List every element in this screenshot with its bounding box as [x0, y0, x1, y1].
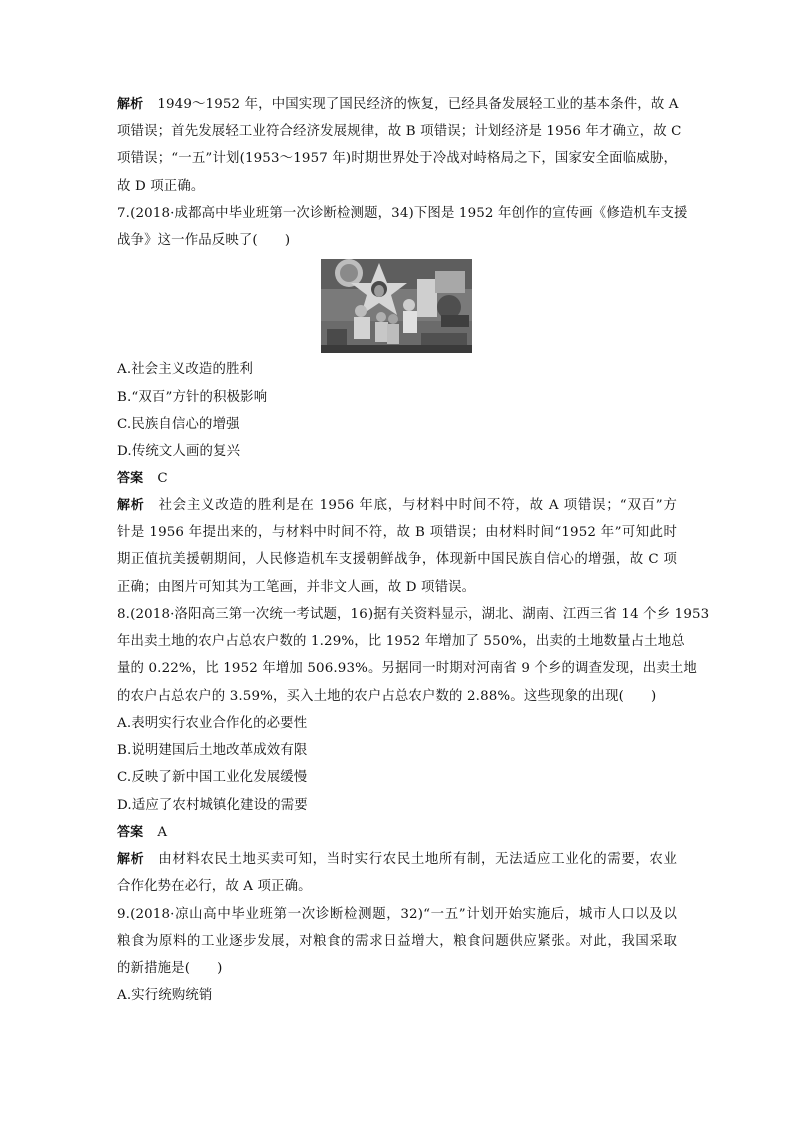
q8-option-d: D.适应了农村城镇化建设的需要 [117, 798, 308, 813]
answer-value: C [157, 471, 168, 486]
q9-option-a: A.实行统购统销 [117, 988, 213, 1003]
q8-analysis-line-2: 合作化势在必行，故 A 项正确。 [117, 879, 312, 894]
q6-analysis-line-1: 解析 1949～1952 年，中国实现了国民经济的恢复，已经具备发展轻工业的基本条件，故 A [117, 97, 679, 112]
q9-stem-line-1: 9.(2018·凉山高中毕业班第一次诊断检测题，32)“一五”计划开始实施后，城市人口以及以 [117, 907, 677, 922]
q7-analysis-line-2: 针是 1956 年提出来的，与材料中时间不符，故 B 项错误；由材料时间“1952 年”可知此时 [117, 525, 677, 540]
q7-analysis-line-3: 期正值抗美援朝期间，人民修造机车支援朝鲜战争，体现新中国民族自信心的增强，故 C 项 [117, 552, 677, 567]
q8-option-b: B.说明建国后土地改革成效有限 [117, 743, 308, 758]
q7-option-d: D.传统文人画的复兴 [117, 444, 241, 459]
q8-option-a: A.表明实行农业合作化的必要性 [117, 716, 308, 731]
analysis-label: 解析 [117, 498, 145, 513]
q8-stem-line-1: 8.(2018·洛阳高三第一次统一考试题，16)据有关资料显示，湖北、湖南、江西三省 14 个乡 1953 [117, 607, 710, 622]
q8-stem-line-2: 年出卖土地的农户占总农户数的 1.29%，比 1952 年增加了 550%，出卖的土地数量占土地总 [117, 634, 685, 649]
q8-analysis-line-1: 解析 由材料农民土地买卖可知，当时实行农民土地所有制，无法适应工业化的需要，农业 [117, 852, 677, 867]
q7-stem-line-2: 战争》这一作品反映了( ) [117, 233, 291, 248]
q7-analysis-line-4: 正确；由图片可知其为工笔画，并非文人画，故 D 项错误。 [117, 580, 476, 595]
answer-value: A [157, 825, 168, 840]
q6-analysis-line-2: 项错误；首先发展轻工业符合经济发展规律，故 B 项错误；计划经济是 1956 年才确立，故 C [117, 124, 682, 139]
q8-answer [117, 824, 677, 842]
q7-option-b: B.“双百”方针的积极影响 [117, 390, 268, 405]
q7-analysis-line-1: 解析 社会主义改造的胜利是在 1956 年底，与材料中时间不符，故 A 项错误；“双百”方 [117, 498, 677, 513]
q6-analysis-line-4: 故 D 项正确。 [117, 179, 205, 194]
q9-stem-line-2: 粮食为原料的工业逐步发展，对粮食的需求日益增大，粮食问题供应紧张。对此，我国采取 [117, 934, 677, 949]
q7-option-a: A.社会主义改造的胜利 [117, 362, 254, 377]
q7-option-c: C.民族自信心的增强 [117, 417, 240, 432]
analysis-label: 解析 [117, 97, 144, 112]
q8-stem-line-4: 的农户占总农户的 3.59%，买入土地的农户占总农户数的 2.88%。这些现象的出现( ) [117, 689, 657, 704]
q9-stem-line-3: 的新措施是( ) [117, 961, 223, 976]
q7-stem-line-1: 7.(2018·成都高中毕业班第一次诊断检测题，34)下图是 1952 年创作的宣传画《修造机车支援 [117, 206, 688, 221]
q8-stem-line-3: 量的 0.22%，比 1952 年增加 506.93%。另据同一时期对河南省 9 个乡的调查发现，出卖土地 [117, 661, 697, 676]
analysis-label: 解析 [117, 852, 145, 867]
q8-option-c: C.反映了新中国工业化发展缓慢 [117, 770, 308, 785]
answer-label: 答案 [117, 825, 144, 840]
propaganda-poster-image [321, 259, 472, 353]
q7-answer [117, 470, 677, 488]
answer-label: 答案 [117, 471, 144, 486]
q6-analysis-line-3: 项错误；“一五”计划(1953～1957 年)时期世界处于冷战对峙格局之下，国家安全面临威胁， [117, 151, 677, 166]
